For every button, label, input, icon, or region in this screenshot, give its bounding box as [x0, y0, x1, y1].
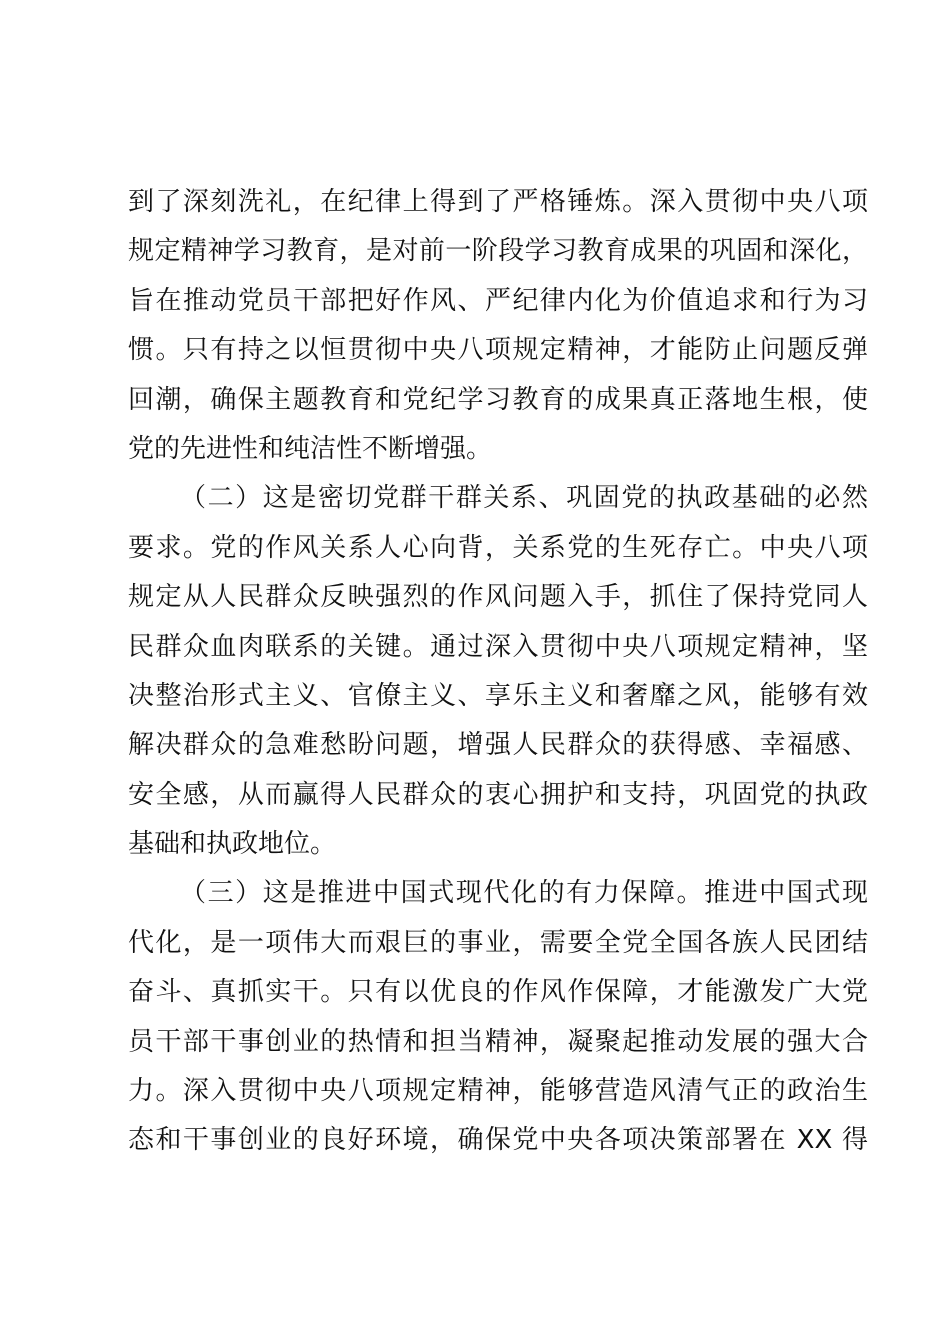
text-line: 要求。党的作风关系人心向背，关系党的生死存亡。中央八项 — [128, 532, 868, 563]
text-line: 员干部干事创业的热情和担当精神，凝聚起推动发展的强大合 — [128, 1026, 868, 1057]
text-line: 回潮，确保主题教育和党纪学习教育的成果真正落地生根，使 — [128, 384, 868, 415]
text-line: 奋斗、真抓实干。只有以优良的作风作保障，才能激发广大党 — [128, 977, 868, 1008]
text-line: 民群众血肉联系的关键。通过深入贯彻中央八项规定精神，坚 — [128, 631, 868, 662]
section-heading-line: （三）这是推进中国式现代化的有力保障。推进中国式现 — [180, 878, 868, 909]
text-line: 党的先进性和纯洁性不断增强。 — [128, 433, 493, 464]
text-line: 到了深刻洗礼，在纪律上得到了严格锤炼。深入贯彻中央八项 — [128, 187, 868, 217]
text-line: 代化，是一项伟大而艰巨的事业，需要全党全国各族人民团结 — [128, 927, 868, 958]
text-line: 惯。只有持之以恒贯彻中央八项规定精神，才能防止问题反弹 — [128, 335, 868, 366]
text-line: 规定精神学习教育，是对前一阶段学习教育成果的巩固和深化， — [128, 236, 868, 267]
text-line: 决整治形式主义、官僚主义、享乐主义和奢靡之风，能够有效 — [128, 680, 868, 711]
text-line: 基础和执政地位。 — [128, 829, 337, 860]
text-line: 旨在推动党员干部把好作风、严纪律内化为价值追求和行为习 — [128, 285, 868, 316]
document-body — [128, 178, 868, 1166]
section-heading-line: （二）这是密切党群干群关系、巩固党的执政基础的必然 — [180, 483, 868, 514]
text-line: 力。深入贯彻中央八项规定精神，能够营造风清气正的政治生 — [128, 1076, 868, 1107]
text-line: 态和干事创业的良好环境，确保党中央各项决策部署在 XX 得 — [128, 1125, 868, 1156]
text-line: 解决群众的急难愁盼问题，增强人民群众的获得感、幸福感、 — [128, 730, 868, 761]
text-line: 安全感，从而赢得人民群众的衷心拥护和支持，巩固党的执政 — [128, 779, 868, 810]
text-line: 规定从人民群众反映强烈的作风问题入手，抓住了保持党同人 — [128, 582, 868, 613]
